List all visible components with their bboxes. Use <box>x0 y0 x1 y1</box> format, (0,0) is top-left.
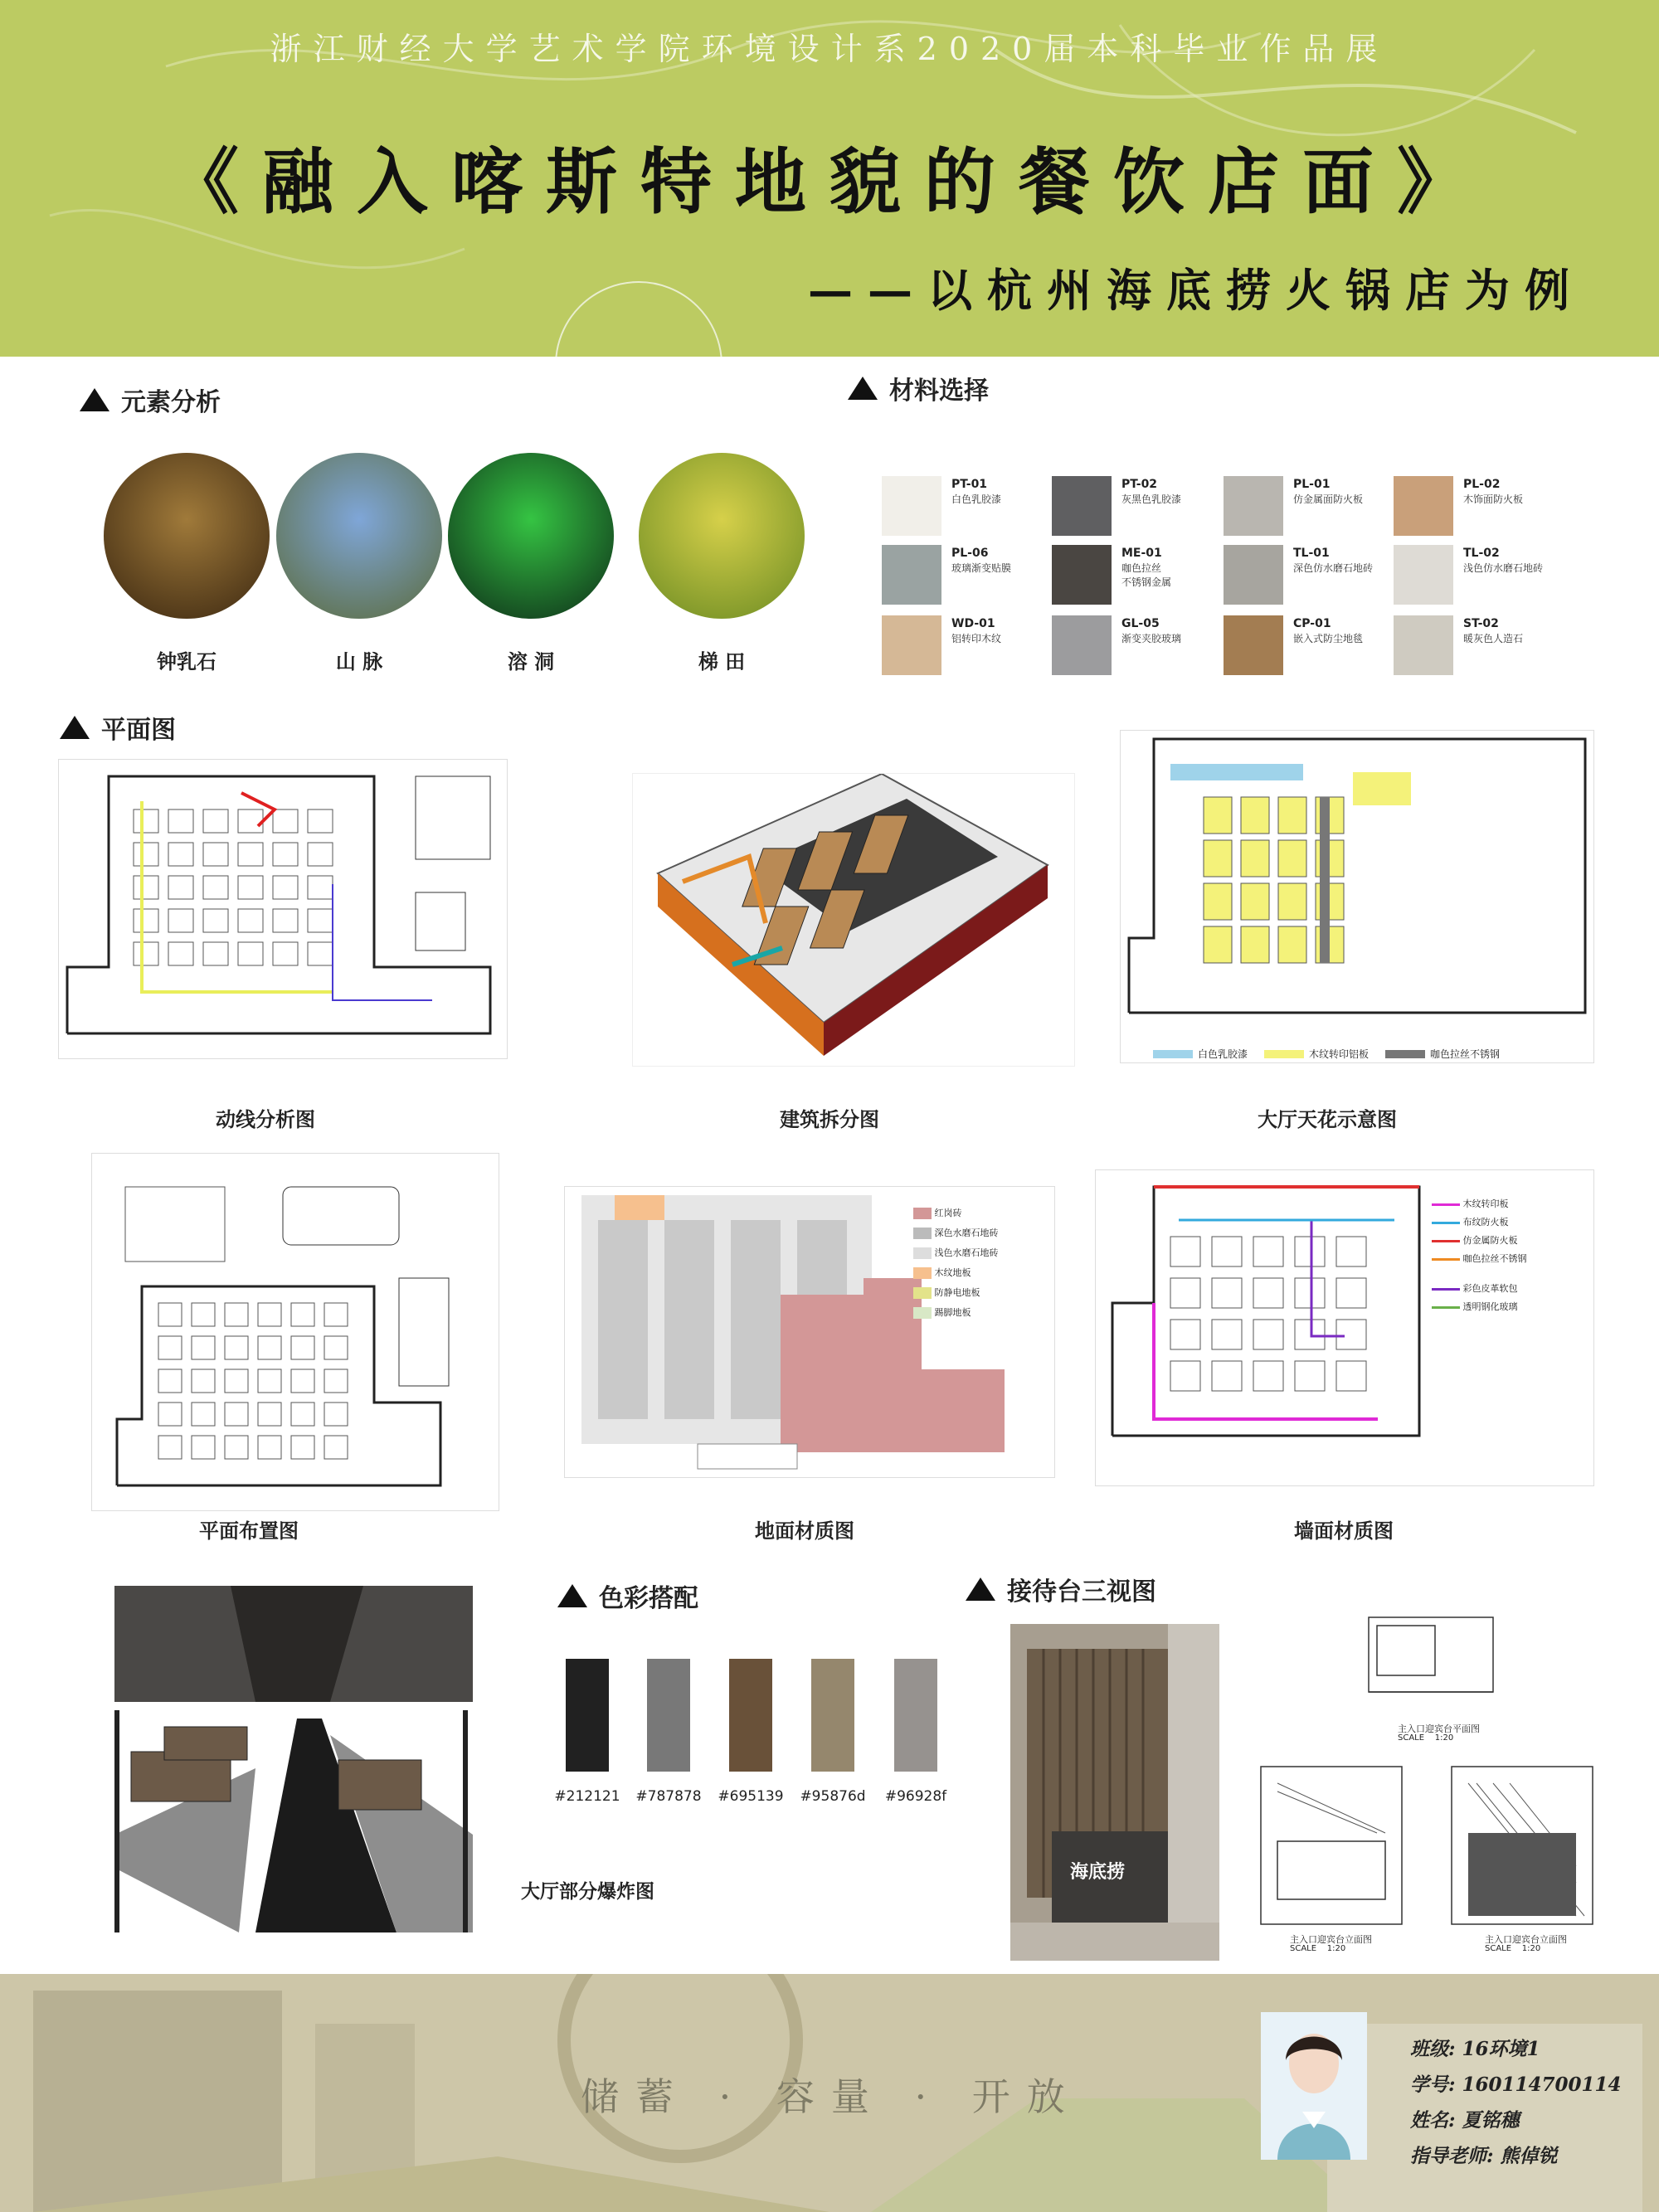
wall-legend: 木纹转印板 布纹防火板 仿金属防火板 咖色拉丝不锈钢 彩色皮革软包 透明钢化玻璃 <box>1432 1195 1527 1316</box>
color-hex-label: #787878 <box>635 1788 702 1805</box>
reception-heading: 接待台三视图 <box>966 1571 1156 1607</box>
student-portrait <box>1261 2012 1367 2160</box>
element-label: 溶 洞 <box>507 650 555 673</box>
material-code: PT-02 <box>1121 478 1158 491</box>
color-hex-label: #95876d <box>800 1788 866 1805</box>
info-label: 姓名: <box>1410 2109 1456 2132</box>
plans-heading: 平面图 <box>60 709 176 746</box>
triangle-icon <box>557 1584 587 1607</box>
info-value: 夏铭穗 <box>1462 2109 1520 2132</box>
element-label: 梯 田 <box>698 650 746 673</box>
info-row <box>1410 2141 1622 2168</box>
material-swatch <box>1224 476 1283 536</box>
material-description: 暖灰色人造石 <box>1463 633 1524 644</box>
material-description: 铝转印木纹 <box>951 633 1002 644</box>
exhibition-line: 浙江财经大学艺术学院环境设计系2020届本科毕业作品展 <box>270 31 1389 67</box>
info-label: 班级: <box>1410 2038 1456 2060</box>
material-description: 渐变夹胶玻璃 <box>1121 633 1182 644</box>
subtitle: ——以杭州海底捞火锅店为例 <box>808 264 1584 317</box>
material-description: 浅色仿水磨石地砖 <box>1463 562 1544 574</box>
header-banner <box>0 0 1659 357</box>
material-code: ME-01 <box>1121 547 1162 560</box>
wall-material-plan <box>1095 1169 1594 1486</box>
color-hex-label: #212121 <box>554 1788 620 1805</box>
element-label: 钟乳石 <box>157 650 216 673</box>
material-code: PT-01 <box>951 478 988 491</box>
brand-logo: 海底捞 <box>1070 1862 1126 1883</box>
triangle-icon <box>966 1578 995 1601</box>
material-swatch <box>1394 545 1453 605</box>
reception-render <box>1010 1624 1219 1961</box>
color-hex-label: #695139 <box>718 1788 784 1805</box>
material-description: 木饰面防火板 <box>1463 493 1524 505</box>
exploded-caption: 大厅部分爆炸图 <box>521 1881 654 1903</box>
color-swatch <box>894 1659 937 1772</box>
layout-plan <box>91 1153 499 1511</box>
material-swatch <box>1224 615 1283 675</box>
side-view-title: 主入口迎宾台立面图 <box>1485 1934 1567 1945</box>
material-code: ST-02 <box>1463 617 1499 630</box>
triangle-icon <box>80 388 109 411</box>
plan-caption: 墙面材质图 <box>1294 1519 1394 1543</box>
material-code: WD-01 <box>951 617 995 630</box>
info-value: 16环境1 <box>1462 2038 1540 2060</box>
side-view-scale: SCALE 1:20 <box>1485 1944 1541 1953</box>
material-swatch <box>1052 476 1112 536</box>
info-value: 熊倬锐 <box>1500 2145 1558 2167</box>
plan-caption: 大厅天花示意图 <box>1258 1108 1397 1131</box>
floor-legend: 红岗砖 深色水磨石地砖 浅色水磨石地砖 木纹地板 防静电地板 踢脚地板 <box>913 1203 999 1323</box>
palette-heading: 色彩搭配 <box>557 1578 698 1614</box>
plan-view-scale: SCALE 1:20 <box>1398 1733 1454 1743</box>
material-swatch <box>1052 615 1112 675</box>
triangle-icon <box>60 716 90 739</box>
material-description: 玻璃渐变贴膜 <box>951 562 1012 574</box>
info-row <box>1410 2105 1622 2132</box>
plan-caption: 地面材质图 <box>755 1519 854 1543</box>
material-code: PL-06 <box>951 547 989 560</box>
material-swatch <box>882 476 941 536</box>
material-description: 深色仿水磨石地砖 <box>1293 562 1374 574</box>
info-row <box>1410 2034 1622 2061</box>
material-code: TL-01 <box>1293 547 1330 560</box>
plan-caption: 平面布置图 <box>199 1519 299 1543</box>
plan-caption: 建筑拆分图 <box>780 1108 879 1131</box>
color-hex-label: #96928f <box>884 1788 947 1805</box>
axonometric-view <box>632 773 1075 1067</box>
ceiling-legend: 白色乳胶漆 木纹转印铝板 咖色拉丝不锈钢 <box>1153 1047 1584 1061</box>
cave-photo <box>448 453 614 619</box>
color-swatch <box>729 1659 772 1772</box>
terrace-photo <box>639 453 805 619</box>
material-swatch <box>1394 615 1453 675</box>
plan-view-title: 主入口迎宾台平面图 <box>1398 1723 1480 1734</box>
info-value: 160114700114 <box>1462 2073 1622 2096</box>
material-description: 白色乳胶漆 <box>951 493 1002 505</box>
material-description: 灰黑色乳胶漆 <box>1121 493 1182 505</box>
color-swatch <box>566 1659 609 1772</box>
material-code: PL-02 <box>1463 478 1501 491</box>
slogan: 储蓄 · 容量 · 开放 <box>581 2074 1082 2119</box>
material-description: 嵌入式防尘地毯 <box>1293 633 1364 644</box>
material-description: 仿金属面防火板 <box>1293 493 1364 505</box>
material-code: GL-05 <box>1121 617 1160 630</box>
color-swatch <box>647 1659 690 1772</box>
front-view-title: 主入口迎宾台立面图 <box>1290 1934 1372 1945</box>
info-label: 学号: <box>1410 2073 1456 2096</box>
material-code: CP-01 <box>1293 617 1331 630</box>
material-swatch <box>1394 476 1453 536</box>
material-swatch <box>1052 545 1112 605</box>
ceiling-plan <box>1120 730 1594 1063</box>
info-label: 指导老师: <box>1410 2145 1494 2167</box>
plan-caption: 动线分析图 <box>216 1108 315 1131</box>
elements-heading: 元素分析 <box>80 382 221 418</box>
circulation-plan <box>58 759 508 1059</box>
student-info <box>1410 2034 1622 2176</box>
material-code: TL-02 <box>1463 547 1500 560</box>
material-code: PL-01 <box>1293 478 1331 491</box>
exploded-view-render <box>114 1586 473 1932</box>
stalactite-photo <box>104 453 270 619</box>
materials-heading: 材料选择 <box>848 370 989 406</box>
material-swatch <box>1224 545 1283 605</box>
material-description: 咖色拉丝 不锈钢金属 <box>1121 562 1172 588</box>
color-swatch <box>811 1659 854 1772</box>
info-row <box>1410 2069 1622 2097</box>
main-title: 《融入喀斯特地貌的餐饮店面》 <box>168 140 1491 224</box>
material-swatch <box>882 615 941 675</box>
floor-material-plan <box>564 1186 1055 1478</box>
front-view-scale: SCALE 1:20 <box>1290 1944 1346 1953</box>
material-swatch <box>882 545 941 605</box>
element-label: 山 脉 <box>335 650 383 673</box>
triangle-icon <box>848 377 878 400</box>
mountain-photo <box>276 453 442 619</box>
reception-drawings <box>1244 1592 1609 1966</box>
